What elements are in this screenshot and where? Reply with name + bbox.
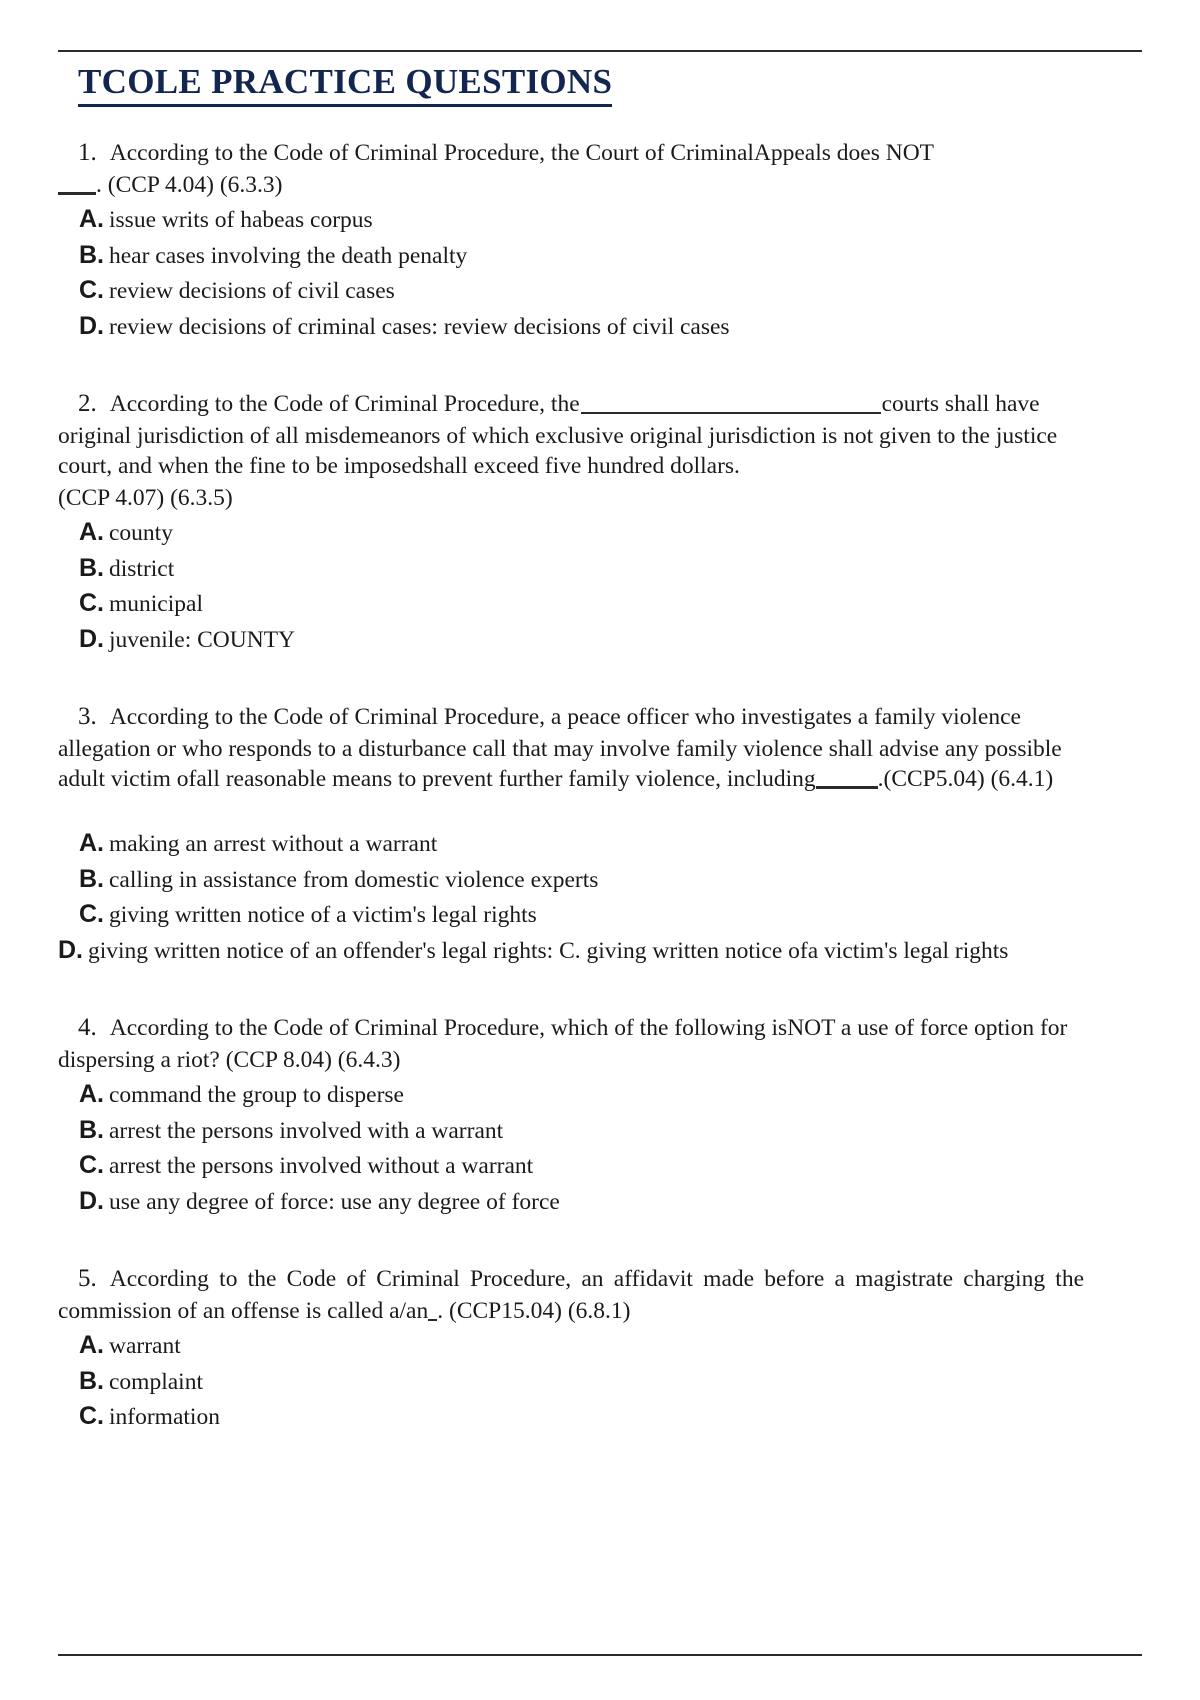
- question-5-options: [58, 1328, 1084, 1435]
- question-3-number: 3.: [78, 703, 97, 731]
- question-5-stem: [58, 1263, 1084, 1326]
- question-2-number: 2.: [78, 390, 97, 418]
- option-letter: A.: [79, 1080, 104, 1109]
- question-2-reference: (CCP 4.07) (6.3.5): [58, 484, 233, 511]
- option-letter: C.: [79, 589, 104, 618]
- option-item[interactable]: [58, 826, 1084, 862]
- option-item[interactable]: [58, 515, 1084, 551]
- option-text: giving written notice of a victim's legal rights: [109, 902, 537, 929]
- option-letter: C.: [79, 1402, 104, 1431]
- option-text: district: [109, 555, 175, 582]
- question-4-number: 4.: [78, 1014, 97, 1042]
- option-item[interactable]: [58, 1184, 1084, 1220]
- question-3-stem-text: According to the Code of Criminal Procedure, a peace officer who investigates a family violence allegation or who responds to a disturbance call that may involve family violence shall advise any possible adult victim ofall reasonable means to prevent further family violence, including: [58, 704, 1062, 793]
- question-1-stem-text: According to the Code of Criminal Procedure, the Court of CriminalAppeals does NOT: [109, 140, 935, 167]
- question-5-blank: [428, 1319, 437, 1321]
- question-block-5: [58, 1263, 1084, 1435]
- spacer: [58, 1249, 1084, 1263]
- option-text: command the group to disperse: [109, 1082, 404, 1109]
- option-item[interactable]: [58, 309, 1084, 345]
- question-4-stem-text: According to the Code of Criminal Procedure, which of the following isNOT a use of force option for dispersing a riot? (CCP 8.04) (6.4.3): [58, 1015, 1068, 1073]
- option-letter: C.: [79, 1151, 104, 1180]
- question-1-blank: [58, 192, 96, 195]
- bottom-horizontal-rule: [58, 1654, 1142, 1656]
- question-3-options: [58, 826, 1084, 968]
- option-item[interactable]: [58, 1077, 1084, 1113]
- option-letter: A.: [79, 1331, 104, 1360]
- option-text: arrest the persons involved with a warrant: [109, 1117, 504, 1144]
- option-item[interactable]: [58, 273, 1084, 309]
- question-block-4: [58, 1012, 1084, 1219]
- question-2-stem-text: According to the Code of Criminal Procedure, the: [109, 391, 580, 418]
- option-text: hear cases involving the death penalty: [109, 242, 468, 269]
- question-3-reference: .(CCP5.04) (6.4.1): [877, 766, 1054, 793]
- option-item[interactable]: [58, 1364, 1084, 1400]
- question-block-2: [58, 388, 1084, 657]
- question-1-reference: . (CCP 4.04) (6.3.3): [96, 171, 283, 198]
- option-text: municipal: [109, 591, 203, 618]
- spacer: [58, 687, 1084, 701]
- option-letter: C.: [79, 900, 104, 929]
- option-letter: B.: [79, 1366, 104, 1395]
- question-5-number: 5.: [78, 1265, 97, 1293]
- option-letter: C.: [79, 276, 104, 305]
- page-title-wrapper: [58, 62, 1084, 137]
- question-1-options: [58, 202, 1084, 344]
- question-2-stem-continued: courts shall have original jurisdiction of all misdemeanors of which exclusive original jurisdiction is not given to the justice court, and when the fine to be imposedshall exceed five hundred dollars.: [58, 391, 1058, 480]
- spacer: [58, 374, 1084, 388]
- option-text: review decisions of criminal cases: review decisions of civil cases: [109, 313, 730, 340]
- option-text: juvenile: COUNTY: [109, 626, 296, 653]
- option-item[interactable]: [58, 586, 1084, 622]
- option-letter: A.: [79, 829, 104, 858]
- question-5-reference: . (CCP15.04) (6.8.1): [437, 1297, 631, 1324]
- option-text: review decisions of civil cases: [109, 278, 395, 305]
- option-text: arrest the persons involved without a warrant: [109, 1153, 534, 1180]
- option-text: warrant: [109, 1333, 181, 1360]
- question-1-number: 1.: [78, 139, 97, 167]
- question-3-blank: [816, 786, 878, 789]
- top-horizontal-rule: [58, 50, 1142, 52]
- document-content: [58, 62, 1084, 1465]
- option-text: issue writs of habeas corpus: [109, 207, 373, 234]
- option-letter: A.: [79, 205, 104, 234]
- option-letter: A.: [79, 518, 104, 547]
- question-5-stem-text: According to the Code of Criminal Procedure, an affidavit made before a magistrate charging the commission of an offense is called a/an: [58, 1266, 1084, 1324]
- option-text: complaint: [109, 1368, 203, 1395]
- option-item[interactable]: [58, 551, 1084, 587]
- spacer: [58, 796, 1084, 824]
- option-letter: B.: [79, 553, 104, 582]
- option-text: information: [109, 1404, 220, 1431]
- option-item[interactable]: [58, 1148, 1084, 1184]
- option-letter: B.: [79, 864, 104, 893]
- option-item[interactable]: [58, 933, 1084, 969]
- option-item[interactable]: [58, 862, 1084, 898]
- option-item[interactable]: [58, 1399, 1084, 1435]
- option-text: calling in assistance from domestic violence experts: [109, 866, 599, 893]
- spacer: [58, 998, 1084, 1012]
- option-text: making an arrest without a warrant: [109, 831, 438, 858]
- option-letter: B.: [79, 240, 104, 269]
- question-1-stem: [58, 137, 1084, 200]
- question-2-options: [58, 515, 1084, 657]
- option-letter: D.: [79, 1186, 104, 1215]
- option-letter: D.: [79, 311, 104, 340]
- question-4-options: [58, 1077, 1084, 1219]
- option-item[interactable]: [58, 1328, 1084, 1364]
- option-item[interactable]: [58, 1113, 1084, 1149]
- question-2-blank: [581, 412, 881, 414]
- option-item[interactable]: [58, 238, 1084, 274]
- question-2-stem: [58, 388, 1084, 482]
- option-text: use any degree of force: use any degree of force: [109, 1188, 560, 1215]
- question-3-stem: [58, 701, 1084, 795]
- option-item[interactable]: [58, 202, 1084, 238]
- option-text: county: [109, 520, 173, 547]
- question-block-1: [58, 137, 1084, 344]
- page-title: TCOLE PRACTICE QUESTIONS: [78, 62, 612, 107]
- question-4-stem: [58, 1012, 1084, 1075]
- option-letter: D.: [58, 935, 83, 964]
- option-item[interactable]: [58, 622, 1084, 658]
- question-block-3: [58, 701, 1084, 968]
- option-letter: D.: [79, 624, 104, 653]
- option-text: giving written notice of an offender's legal rights: C. giving written notice ofa victim's legal rights: [88, 937, 1009, 964]
- option-item[interactable]: [58, 897, 1084, 933]
- option-letter: B.: [79, 1115, 104, 1144]
